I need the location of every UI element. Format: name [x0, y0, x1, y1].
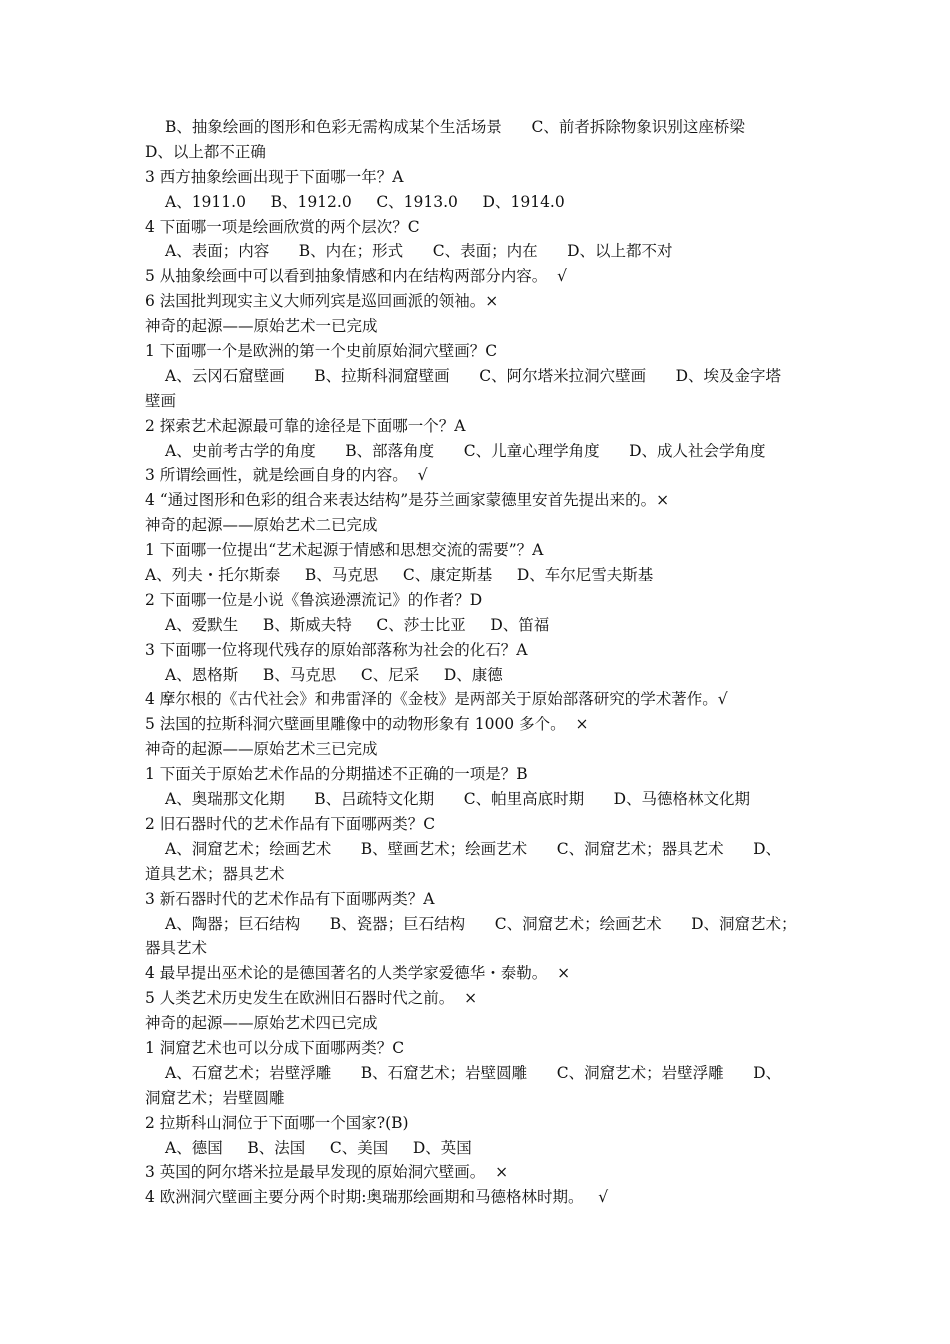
answer-options-line: A、洞窟艺术；绘画艺术 B、壁画艺术；绘画艺术 C、洞窟艺术；器具艺术 D、 [165, 839, 782, 858]
text-line: A、列夫・托尔斯泰 B、马克思 C、康定斯基 D、车尔尼雪夫斯基 [145, 566, 654, 585]
answer-options-line: A、云冈石窟壁画 B、拉斯科洞窟壁画 C、阿尔塔米拉洞穴壁画 D、埃及金字塔 [165, 366, 782, 385]
answer-options-line: A、奥瑞那文化期 B、吕疏特文化期 C、帕里高底时期 D、马德格林文化期 [165, 790, 751, 809]
answer-options-line: A、爱默生 B、斯威夫特 C、莎士比亚 D、笛福 [165, 615, 550, 634]
text-line: 3 新石器时代的艺术作品有下面哪两类？A [145, 889, 435, 908]
text-line: 器具艺术 [145, 939, 208, 958]
answer-options-line: A、石窟艺术；岩壁浮雕 B、石窟艺术；岩壁圆雕 C、洞窟艺术；岩壁浮雕 D、 [165, 1063, 782, 1082]
answer-options-line: A、表面；内容 B、内在；形式 C、表面；内在 D、以上都不对 [165, 242, 673, 261]
text-line: 1 洞窟艺术也可以分成下面哪两类？C [145, 1038, 405, 1057]
text-line: 2 拉斯科山洞位于下面哪一个国家?(B) [145, 1113, 409, 1132]
text-line: 4 “通过图形和色彩的组合来表达结构”是芬兰画家蒙德里安首先提出来的。× [145, 491, 670, 510]
text-line: 3 西方抽象绘画出现于下面哪一年？A [145, 167, 404, 186]
text-line: 洞窟艺术；岩壁圆雕 [145, 1088, 285, 1107]
answer-options-line: A、史前考古学的角度 B、部落角度 C、儿童心理学角度 D、成人社会学角度 [165, 441, 766, 460]
text-line: 1 下面哪一个是欧洲的第一个史前原始洞穴壁画？C [145, 342, 498, 361]
text-line: 神奇的起源——原始艺术四已完成 [145, 1014, 378, 1033]
text-line: 5 法国的拉斯科洞穴壁画里雕像中的动物形象有 1000 多个。 × [145, 715, 589, 734]
text-line: 2 探索艺术起源最可靠的途径是下面哪一个？A [145, 416, 466, 435]
answer-options-line: B、抽象绘画的图形和色彩无需构成某个生活场景 C、前者拆除物象识别这座桥梁 [165, 118, 745, 136]
text-line: 2 旧石器时代的艺术作品有下面哪两类？C [145, 814, 436, 833]
answer-options-line: A、恩格斯 B、马克思 C、尼采 D、康德 [165, 665, 503, 684]
text-line: 3 英国的阿尔塔米拉是最早发现的原始洞穴壁画。 × [145, 1163, 509, 1182]
answer-options-line: A、1911.0 B、1912.0 C、1913.0 D、1914.0 [165, 192, 565, 211]
text-line: 神奇的起源——原始艺术三已完成 [145, 740, 378, 759]
text-line: 3 所谓绘画性，就是绘画自身的内容。 √ [145, 466, 428, 485]
document-body [145, 115, 815, 1210]
text-line: 4 欧洲洞穴壁画主要分两个时期:奥瑞那绘画期和马德格林时期。 √ [145, 1188, 609, 1207]
text-line: 4 最早提出巫术论的是德国著名的人类学家爱德华・泰勒。 × [145, 964, 571, 983]
text-line: 壁画 [145, 391, 177, 410]
text-line: 神奇的起源——原始艺术二已完成 [145, 516, 378, 535]
text-line: 1 下面关于原始艺术作品的分期描述不正确的一项是？B [145, 765, 528, 784]
text-line: 1 下面哪一位提出“艺术起源于情感和思想交流的需要”？A [145, 541, 544, 560]
answer-options-line: A、陶器；巨石结构 B、瓷器；巨石结构 C、洞窟艺术；绘画艺术 D、洞窟艺术； [165, 914, 797, 933]
text-line: 5 人类艺术历史发生在欧洲旧石器时代之前。 × [145, 989, 478, 1008]
text-line: 2 下面哪一位是小说《鲁滨逊漂流记》的作者？D [145, 590, 483, 609]
text-line: 6 法国批判现实主义大师列宾是巡回画派的领袖。× [145, 292, 499, 311]
text-line: D、以上都不正确 [145, 142, 266, 161]
text-line: 神奇的起源——原始艺术一已完成 [145, 317, 378, 336]
text-line: 3 下面哪一位将现代残存的原始部落称为社会的化石？A [145, 640, 528, 659]
text-line: 4 下面哪一项是绘画欣赏的两个层次？C [145, 217, 420, 236]
text-line: 道具艺术；器具艺术 [145, 864, 285, 883]
text-line: 4 摩尔根的《古代社会》和弗雷泽的《金枝》是两部关于原始部落研究的学术著作。√ [145, 690, 728, 709]
text-line: 5 从抽象绘画中可以看到抽象情感和内在结构两部分内容。 √ [145, 267, 568, 286]
answer-options-line: A、德国 B、法国 C、美国 D、英国 [165, 1138, 472, 1157]
